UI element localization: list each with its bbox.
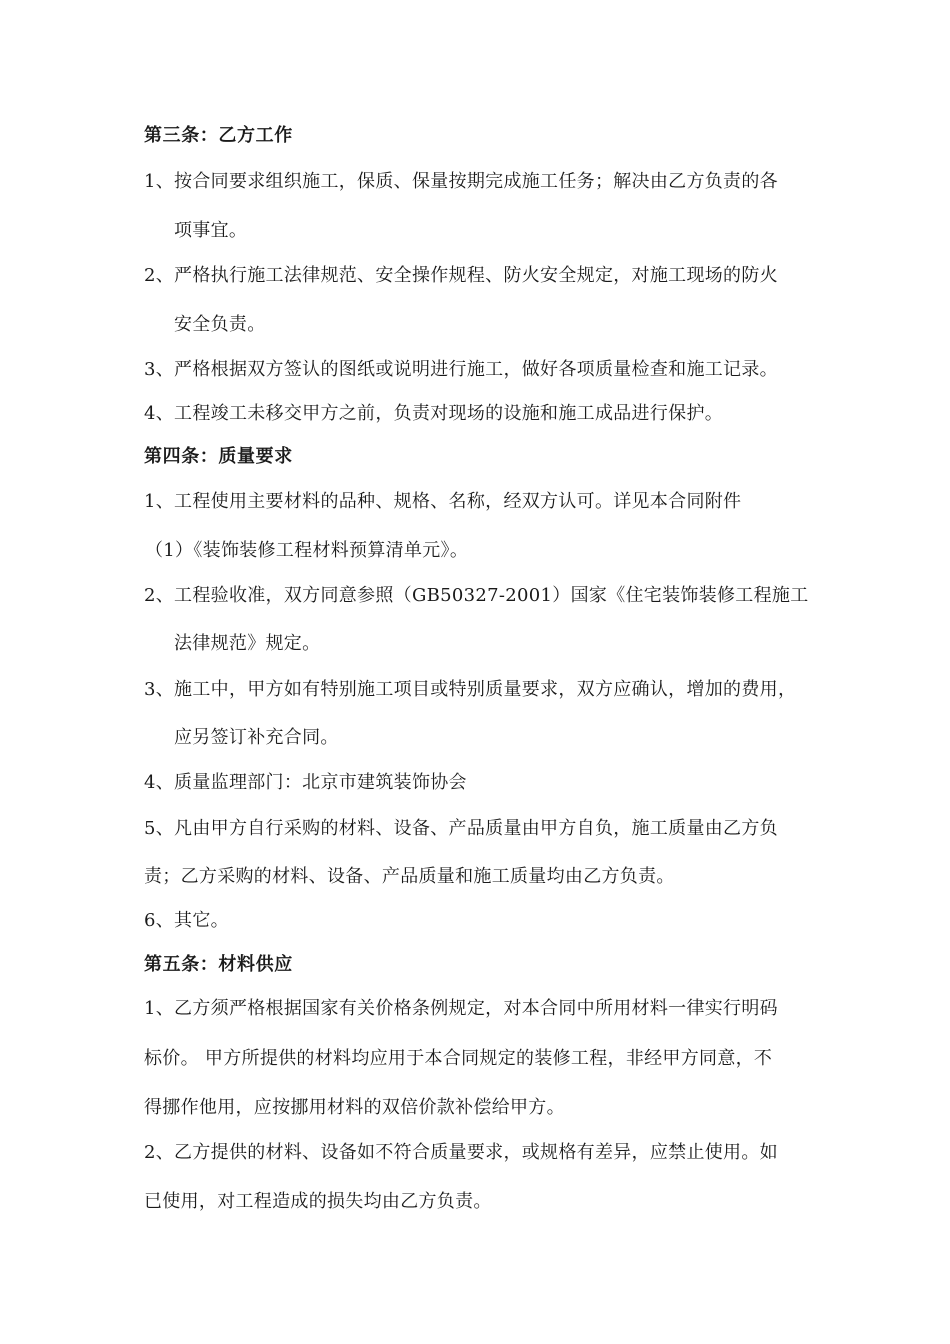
clause-5-2-line-1: 2、乙方提供的材料、设备如不符合质量要求，或规格有差异，应禁止使用。如 [144, 1142, 778, 1163]
clause-4-3-line-2: 应另签订补充合同。 [174, 727, 339, 748]
clause-4-5-line-2: 责；乙方采购的材料、设备、产品质量和施工质量均由乙方负责。 [144, 866, 675, 887]
section-heading-3: 第三条：乙方工作 [144, 125, 293, 146]
clause-4-4-line-1: 4、质量监理部门：北京市建筑装饰协会 [144, 772, 467, 793]
clause-4-3-line-1: 3、施工中，甲方如有特别施工项目或特别质量要求，双方应确认，增加的费用， [144, 679, 797, 700]
clause-5-1-line-2: 标价。 甲方所提供的材料均应用于本合同规定的装修工程，非经甲方同意，不 [144, 1048, 773, 1069]
clause-4-5-line-1: 5、凡由甲方自行采购的材料、设备、产品质量由甲方自负，施工质量由乙方负 [144, 818, 778, 839]
clause-3-2-line-2: 安全负责。 [174, 314, 266, 335]
clause-5-1-line-1: 1、乙方须严格根据国家有关价格条例规定，对本合同中所用材料一律实行明码 [144, 998, 778, 1019]
clause-4-2-line-1: 2、工程验收准，双方同意参照（GB50327-2001）国家《住宅装饰装修工程施工 [144, 585, 809, 606]
section-heading-4: 第四条：质量要求 [144, 446, 293, 467]
clause-3-3-line-1: 3、严格根据双方签认的图纸或说明进行施工，做好各项质量检查和施工记录。 [144, 359, 778, 380]
clause-4-1-line-2: （1）《装饰装修工程材料预算清单元》。 [145, 540, 469, 561]
clause-4-6-line-1: 6、其它。 [144, 910, 229, 931]
clause-5-1-line-3: 得挪作他用，应按挪用材料的双倍价款补偿给甲方。 [144, 1097, 565, 1118]
clause-5-2-line-2: 已使用，对工程造成的损失均由乙方负责。 [144, 1191, 492, 1212]
section-heading-5: 第五条：材料供应 [144, 954, 293, 975]
clause-4-1-line-1: 1、工程使用主要材料的品种、规格、名称，经双方认可。详见本合同附件 [144, 491, 742, 512]
clause-3-1-line-1: 1、按合同要求组织施工，保质、保量按期完成施工任务；解决由乙方负责的各 [144, 171, 778, 192]
clause-3-1-line-2: 项事宜。 [174, 220, 248, 241]
clause-3-2-line-1: 2、严格执行施工法律规范、安全操作规程、防火安全规定，对施工现场的防火 [144, 265, 778, 286]
clause-3-4-line-1: 4、工程竣工未移交甲方之前，负责对现场的设施和施工成品进行保护。 [144, 403, 724, 424]
clause-4-2-line-2: 法律规范》规定。 [174, 633, 321, 654]
